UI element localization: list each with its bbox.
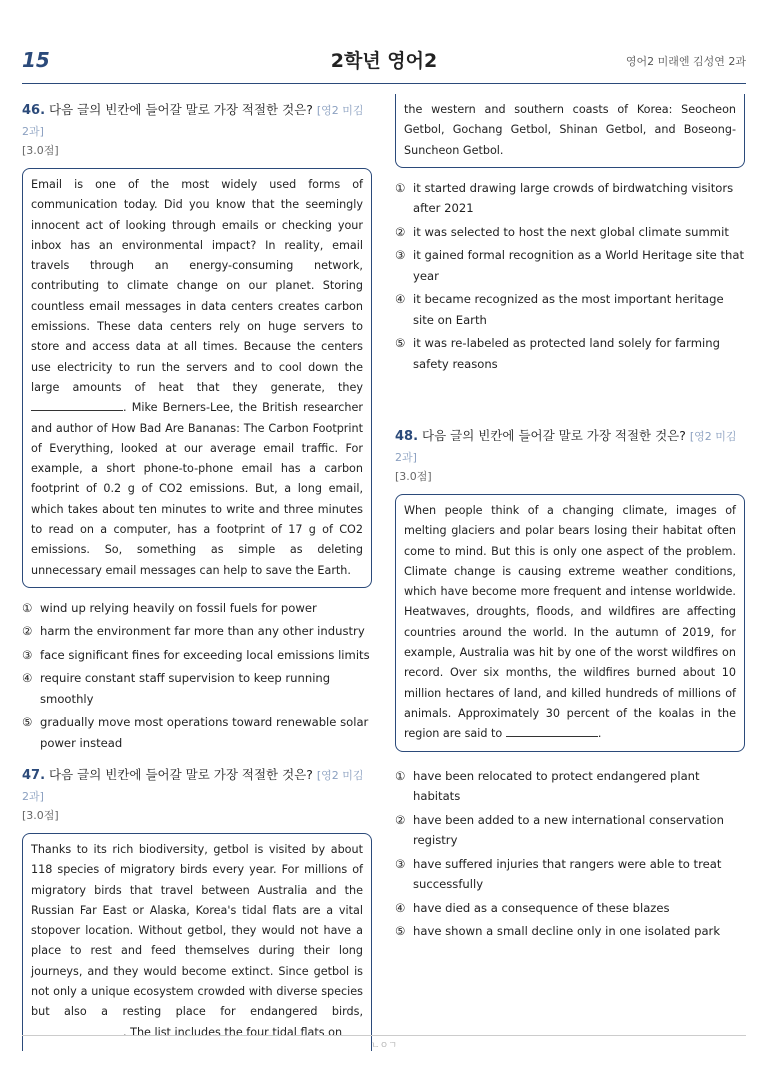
right-column — [395, 94, 745, 939]
option-5[interactable]: ⑤ gradually move most operations toward renewable solar power instead — [22, 715, 369, 750]
option-1[interactable]: ① it started drawing large crowds of birdwatching visitors after 2021 — [395, 180, 734, 216]
question-points: [3.0점] — [395, 470, 432, 483]
page-footer — [22, 1035, 746, 1051]
passage-box — [22, 833, 372, 1051]
question-number: 46. — [22, 103, 46, 118]
footer-mark: ㄴㅇㄱ — [370, 1041, 398, 1051]
left-column — [22, 100, 372, 1039]
option-4[interactable]: ④ have died as a consequence of these blazes — [395, 900, 670, 915]
question-47 — [22, 765, 372, 1051]
option-1[interactable]: ① have been relocated to protect endangered plant habitats — [395, 768, 700, 804]
question-points: [3.0점] — [22, 809, 59, 822]
answer-blank — [506, 725, 598, 737]
answer-blank — [31, 399, 123, 411]
passage-text: . Mike Berners-Lee, the British researcher and author of How Bad Are Bananas: The Carbon Footprint of Everything, looked at our average email traffic. For example, a short phone-to-phone email has a carbon footprint of 0.2 g of CO2 emissions. But, a long email, which takes about ten minutes to write and three minutes to read on a computer, has a footprint of 17 g of CO2 emissions. So, something as simple as deleting unnecessary email messages can help to save the Earth. — [31, 401, 363, 577]
subject-label: 영어2 미래엔 김성연 2과 — [625, 55, 746, 68]
passage-text: Email is one of the most widely used forms of communication today. Did you know that the seemingly innocent act of looking through emails or checking your inbox has an environmental impact? In reality, email travels through an energy-consuming network, contributing to climate change on our planet. Storing countless email messages in data centers creates carbon emissions. These data centers rely on huge servers to store and access data at all times. Because the centers use electricity to run the servers and to cool down the large amounts of heat that they generate, they — [31, 178, 363, 394]
option-2[interactable]: ② it was selected to host the next global climate summit — [395, 224, 729, 239]
answer-blank — [31, 1024, 123, 1036]
question-text: 다음 글의 빈칸에 들어갈 말로 가장 적절한 것은? — [49, 767, 313, 782]
option-4[interactable]: ④ require constant staff supervision to keep running smoothly — [22, 671, 331, 706]
question-header — [22, 765, 372, 807]
passage-box — [22, 168, 372, 588]
answer-options — [395, 766, 745, 942]
question-text: 다음 글의 빈칸에 들어갈 말로 가장 적절한 것은? — [49, 102, 313, 117]
passage-text: Thanks to its rich biodiversity, getbol is visited by about 118 species of migratory birds every year. For millions of migratory birds that travel between Australia and the Russian Far East or Alaska, Korea's tidal flats are a vital stopover location. Without getbol, they would not have a place to rest and feed themselves during their long journeys, and they would become extinct. Since getbol is not only a unique ecosystem crowded with diverse species but also a resting place for endangered birds, — [31, 843, 363, 1019]
question-number: 48. — [395, 429, 419, 444]
answer-options — [22, 598, 372, 754]
answer-options — [395, 178, 745, 375]
option-2[interactable]: ② harm the environment far more than any other industry — [22, 624, 365, 639]
passage-text: . — [597, 727, 602, 741]
page-header — [22, 40, 746, 84]
option-5[interactable]: ⑤ it was re-labeled as protected land solely for farming safety reasons — [395, 336, 720, 371]
question-46 — [22, 100, 372, 753]
question-number: 47. — [22, 768, 46, 783]
question-text: 다음 글의 빈칸에 들어갈 말로 가장 적절한 것은? — [422, 428, 686, 443]
option-2[interactable]: ② have been added to a new international conservation registry — [395, 812, 724, 848]
option-3[interactable]: ③ have suffered injuries that rangers were able to treat successfully — [395, 856, 722, 892]
page-number: 15 — [22, 48, 50, 72]
question-tag: [영2 미김 2과] — [395, 430, 737, 464]
option-4[interactable]: ④ it became recognized as the most important heritage site on Earth — [395, 292, 724, 327]
question-tag: [영2 미김 2과] — [22, 769, 364, 803]
passage-text: the western and southern coasts of Korea: Seocheon Getbol, Gochang Getbol, Shinan Getbol, and Boseong-Suncheon Getbol. — [404, 103, 736, 157]
question-48 — [395, 426, 745, 945]
option-3[interactable]: ③ face significant fines for exceeding local emissions limits — [22, 647, 370, 662]
question-header — [395, 426, 745, 468]
question-tag: [영2 미김 2과] — [22, 104, 364, 138]
page-title: 2학년 영어2 — [330, 50, 438, 72]
option-1[interactable]: ① wind up relying heavily on fossil fuels for power — [22, 600, 317, 615]
passage-text: When people think of a changing climate, images of melting glaciers and polar bears losing their habitat often come to mind. But this is only one aspect of the problem. Climate change is causing extreme weather conditions, which have become more frequent and intense worldwide. Heatwaves, droughts, floods, and wildfires are affecting countries around the world. In the autumn of 2019, for example, Australia was hit by one of the worst wildfires on record. Over six months, the wildfires burned about 10 million hectares of land, and killed hundreds of millions of animals. Approximately 30 percent of the koalas in the region are said to — [404, 504, 736, 741]
passage-box — [395, 494, 745, 752]
question-points: [3.0점] — [22, 144, 59, 157]
passage-continued — [395, 94, 745, 168]
option-5[interactable]: ⑤ have shown a small decline only in one isolated park — [395, 924, 721, 939]
question-header — [22, 100, 372, 142]
option-3[interactable]: ③ it gained formal recognition as a World Heritage site that year — [395, 248, 745, 283]
passage-text: . The list includes the four tidal flats on — [123, 1025, 343, 1039]
